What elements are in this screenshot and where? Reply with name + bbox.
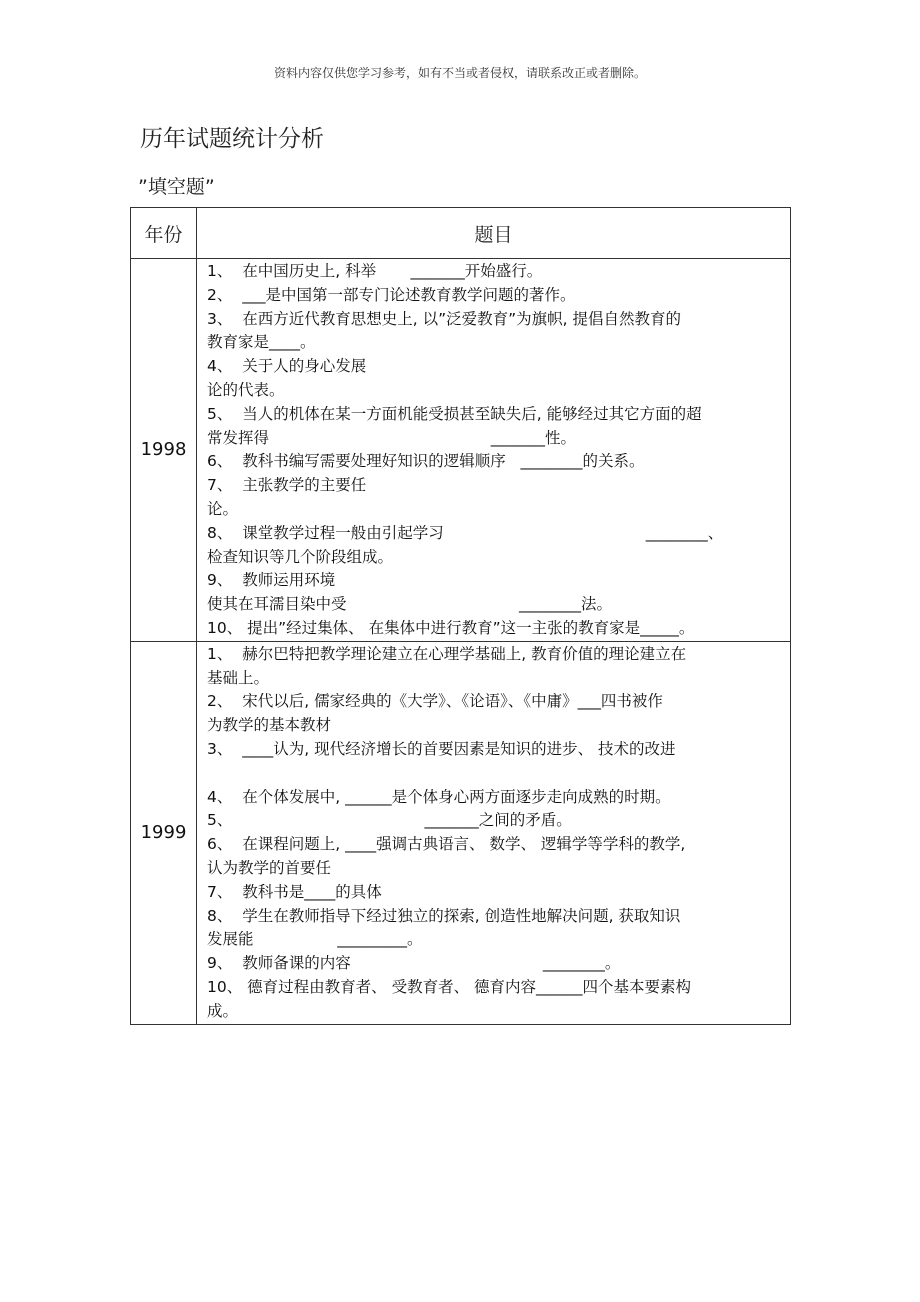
question-line: 3、 在西方近代教育思想史上, 以”泛爱教育”为旗帜, 提倡自然教育的: [207, 309, 681, 328]
question-line: 论的代表。: [207, 380, 285, 399]
question-line: 3、 ____认为, 现代经济增长的首要因素是知识的进步、 技术的改进: [207, 739, 676, 758]
question-line: 10、 提出”经过集体、 在集体中进行教育”这一主张的教育家是_____。: [207, 618, 695, 637]
question-cell: [197, 259, 791, 642]
year-cell: 1999: [131, 641, 197, 1024]
table-row-1999: [131, 641, 791, 1024]
question-line: 6、 在课程问题上, ____强调古典语言、 数学、 逻辑学等学科的教学,: [207, 835, 686, 854]
question-line: 常发挥得 _______性。: [207, 428, 576, 447]
question-line: 8、 课堂教学过程一般由引起学习 ________、: [207, 523, 724, 542]
year-cell: 1998: [131, 259, 197, 642]
exam-table: [130, 207, 791, 1025]
question-line: 教育家是____。: [207, 333, 316, 352]
question-line: 9、 教师备课的内容 ________。: [207, 954, 621, 973]
question-line: 4、 关于人的身心发展: [207, 357, 367, 376]
question-line: 2、 ___是中国第一部专门论述教育教学问题的著作。: [207, 285, 576, 304]
question-line: 发展能 _________。: [207, 930, 423, 949]
question-line: 为教学的基本教材: [207, 716, 332, 735]
question-line: 5、 _______之间的矛盾。: [207, 811, 572, 830]
year-column-header: 年份: [131, 208, 197, 259]
question-line: 4、 在个体发展中, ______是个体身心两方面逐步走向成熟的时期。: [207, 787, 671, 806]
document-title: 历年试题统计分析: [140, 126, 324, 152]
question-column-header: 题目: [197, 208, 791, 259]
question-line: 7、 教科书是____的具体: [207, 882, 382, 901]
question-line: 9、 教师运用环境: [207, 571, 336, 590]
question-line: 1、 在中国历史上, 科举 _______开始盛行。: [207, 262, 543, 280]
question-cell: [197, 641, 791, 1024]
header-note: 资料内容仅供您学习参考，如有不当或者侵权，请联系改正或者删除。: [273, 66, 646, 80]
table-row-1998: [131, 259, 791, 642]
question-line: 2、 宋代以后, 儒家经典的《大学》、《论语》、《中庸》___四书被作: [207, 692, 663, 711]
question-line: 10、 德育过程由教育者、 受教育者、 德育内容______四个基本要素构: [207, 977, 692, 996]
question-line: 基础上。: [207, 668, 270, 687]
question-line: 7、 主张教学的主要任: [207, 476, 367, 495]
question-line: [207, 762, 788, 786]
question-line: 6、 教科书编写需要处理好知识的逻辑顺序 ________的关系。: [207, 452, 645, 471]
question-line: 认为教学的首要任: [207, 858, 332, 877]
question-line: 8、 学生在教师指导下经过独立的探索, 创造性地解决问题, 获取知识: [207, 906, 681, 925]
question-line: 5、 当人的机体在某一方面机能受损甚至缺失后, 能够经过其它方面的超: [207, 404, 702, 423]
question-line: 成。: [207, 1001, 239, 1020]
table-header-row: [131, 208, 791, 259]
question-line: 论。: [207, 499, 239, 518]
question-line: 检查知识等几个阶段组成。: [207, 547, 394, 566]
question-line: 1、 赫尔巴特把教学理论建立在心理学基础上, 教育价值的理论建立在: [207, 644, 687, 663]
question-line: 使其在耳濡目染中受 ________法。: [207, 595, 612, 614]
section-subtitle: ”填空题”: [138, 176, 215, 198]
